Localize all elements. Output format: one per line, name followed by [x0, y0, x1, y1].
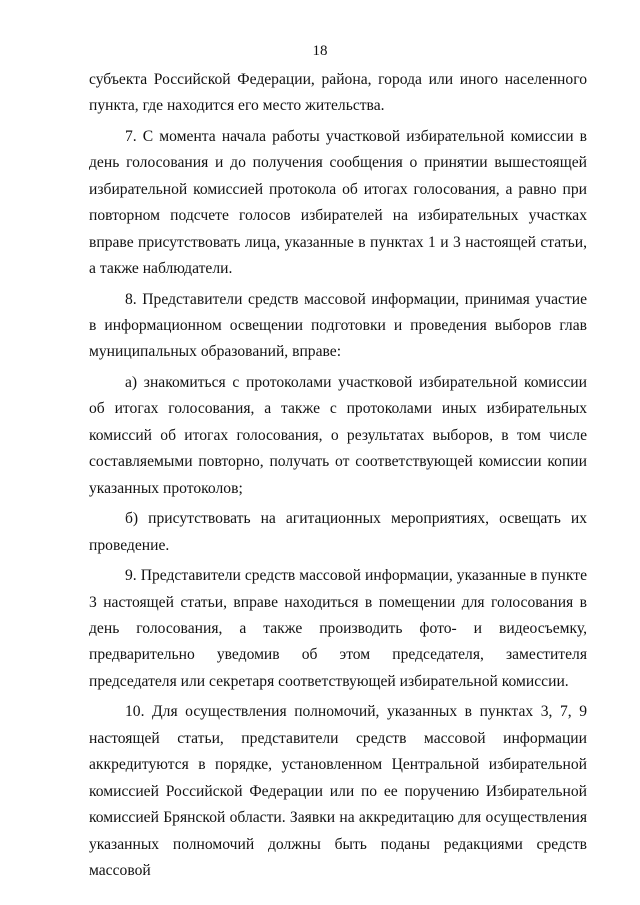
page-number: 18 — [312, 43, 328, 59]
paragraph-subitem-b: б) присутствовать на агитационных мероприятиях, освещать их проведение. — [89, 510, 587, 554]
paragraph-item-10: 10. Для осуществления полномочий, указанных в пунктах 3, 7, 9 настоящей статьи, представители средств массовой информации аккредитуются в порядке, установленном Центральной избирательной комиссией Российской Федерации или по ее поручению Избирательной комиссией Брянской области. Заявки на аккредитацию для осуществления указанных полномочий должны быть поданы редакциями средств массовой — [89, 703, 587, 879]
paragraph-subitem-a: а) знакомиться с протоколами участковой избирательной комиссии об итогах голосования, а также с протоколами иных избирательных комиссий об итогах голосования, о результатах выборов, в том числе составляемыми повторно, получать от соответствующей комиссии копии указанных протоколов; — [89, 374, 587, 497]
paragraph-item-9: 9. Представители средств массовой информации, указанные в пункте 3 настоящей статьи, вправе находиться в помещении для голосования в день голосования, а также производить фото- и видеосъемку, предварительно уведомив об этом председателя, заместителя председателя или секретаря соответствующей избирательной комиссии. — [89, 567, 587, 690]
paragraph-continuation: субъекта Российской Федерации, района, города или иного населенного пункта, где находится его место жительства. — [89, 71, 587, 115]
paragraph-item-8: 8. Представители средств массовой информации, принимая участие в информационном освещении подготовки и проведения выборов глав муниципальных образований, вправе: — [89, 290, 587, 361]
document-body — [89, 67, 587, 884]
paragraph-item-7: 7. С момента начала работы участковой избирательной комиссии в день голосования и до получения сообщения о принятии вышестоящей избирательной комиссией протокола об итогах голосования, а равно при повторном подсчете голосов избирателей на избирательных участках вправе присутствовать лица, указанные в пунктах 1 и 3 настоящей статьи, а также наблюдатели. — [89, 128, 587, 278]
